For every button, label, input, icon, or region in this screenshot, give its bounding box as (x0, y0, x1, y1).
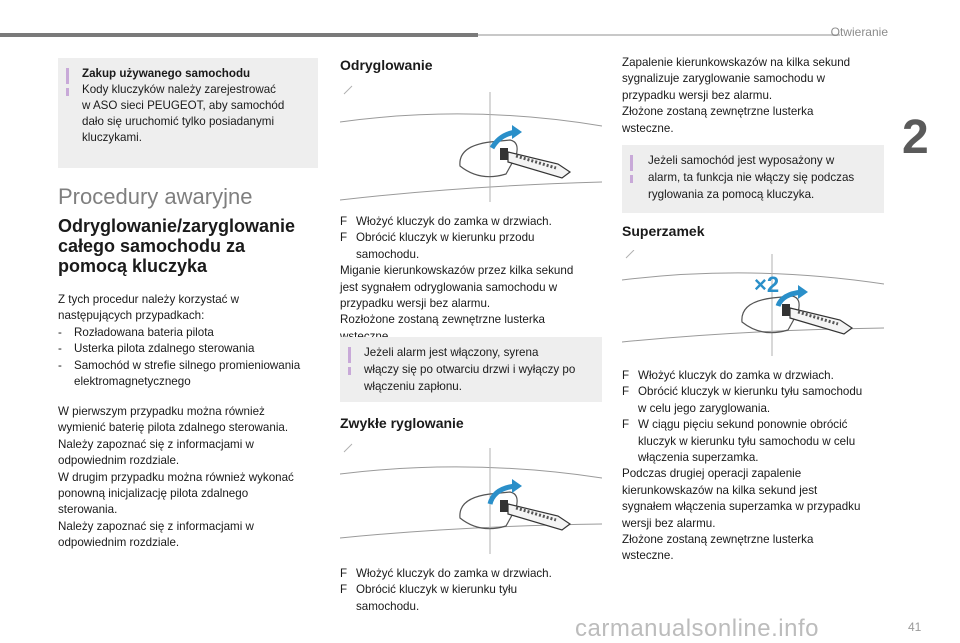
step-item (340, 582, 602, 615)
lock-result-text (622, 55, 884, 137)
step-item (340, 566, 602, 582)
step-item (622, 368, 884, 384)
body-line: Zapalenie kierunkowskazów na kilka sekund (622, 56, 851, 69)
body-line: W pierwszym przypadku można również (58, 405, 265, 418)
heading-line: Odryglowanie/zaryglowanie (58, 216, 296, 236)
step-item (340, 230, 602, 263)
page-number: 41 (908, 620, 922, 634)
intro-line: Z tych procedur należy korzystać w (58, 293, 240, 306)
header-rule-light (478, 34, 840, 36)
section-title: Procedury awaryjne (58, 184, 253, 209)
body-line: wymienić baterię pilota zdalnego sterowania. (58, 421, 289, 435)
step-marker: F (340, 567, 348, 580)
lock-heading: Zwykłe ryglowanie (340, 415, 464, 431)
note-accent-bar (348, 367, 351, 375)
note-line: włączy się po otwarciu drzwi i wyłączy po (364, 363, 576, 376)
step-text: samochodu. (356, 599, 420, 613)
step-item (622, 384, 884, 417)
body-line: Należy zapoznać się z informacjami w (58, 437, 254, 451)
times-two-badge: ×2 (754, 272, 780, 297)
step-text: Obrócić kluczyk w kierunku tyłu samochodu (638, 385, 863, 399)
unlock-heading: Odryglowanie (340, 57, 433, 73)
note-accent-bar (66, 88, 69, 96)
note-alarm-lock (622, 145, 884, 213)
step-marker: F (622, 385, 630, 399)
page-heading (58, 216, 328, 276)
step-marker: F (340, 215, 348, 228)
list-item (58, 358, 328, 391)
body-line: wsteczne. (622, 121, 674, 135)
section-name: Otwieranie (830, 25, 888, 39)
body-line: Podczas drugiej operacji zapalenie (622, 467, 802, 481)
step-text: W ciągu pięciu sekund ponownie obrócić (638, 418, 848, 432)
lock-steps (340, 566, 602, 615)
note-line: dało się uruchomić tylko posiadanymi (82, 115, 275, 128)
step-text: włączenia superzamka. (638, 451, 759, 465)
body-line: sygnałem włączenia superzamka w przypadku (622, 500, 861, 514)
superlock-heading: Superzamek (622, 223, 705, 239)
body-line: odpowiednim rozdziale. (58, 536, 180, 550)
step-item (340, 214, 602, 230)
list-text: Samochód w strefie silnego promieniowania (74, 358, 301, 372)
step-marker: F (340, 583, 348, 597)
body-line: Miganie kierunkowskazów przez kilka sekund (340, 264, 574, 278)
body-line: sterowania. (58, 503, 118, 517)
body-line: kierunkowskazów na kilka sekund jest (622, 483, 818, 497)
list-text: Usterka pilota zdalnego sterowania (74, 342, 255, 356)
step-marker: F (622, 369, 630, 382)
body-line: Rozłożone zostaną zewnętrzne lusterka (340, 313, 545, 327)
list-text: Rozładowana bateria pilota (74, 325, 214, 339)
step-text: Obrócić kluczyk w kierunku przodu (356, 231, 535, 245)
body-line: W drugim przypadku można również wykonać (58, 470, 294, 484)
watermark: carmanualsonline.info (575, 615, 819, 642)
step-text: Obrócić kluczyk w kierunku tyłu (356, 583, 518, 597)
heading-line: całego samochodu za (58, 236, 246, 256)
note-line: włączeniu zapłonu. (364, 380, 462, 393)
note-alarm (340, 337, 602, 402)
note-line: w ASO sieci PEUGEOT, aby samochód (82, 99, 285, 112)
note-line: Jeżeli samochód jest wyposażony w (648, 154, 835, 167)
unlock-steps (340, 214, 602, 345)
list-text: elektromagnetycznego (74, 375, 191, 389)
bullet-marker: - (58, 342, 62, 356)
body-line: przypadku wersji bez alarmu. (622, 88, 773, 102)
step-text: Włożyć kluczyk do zamka w drzwiach. (356, 215, 552, 228)
body-line: przypadku wersji bez alarmu. (340, 297, 491, 311)
note-line: Kody kluczyków należy zarejestrować (82, 83, 276, 96)
step-text: Włożyć kluczyk do zamka w drzwiach. (638, 369, 834, 382)
bullet-marker: - (58, 358, 62, 372)
list-item (58, 325, 328, 341)
note-line: alarm, ta funkcja nie włączy się podczas (648, 171, 855, 184)
note-accent-bar (630, 155, 633, 171)
note-title: Zakup używanego samochodu (82, 67, 251, 80)
superlock-steps (622, 368, 884, 565)
body-line: wersji bez alarmu. (622, 516, 716, 530)
chapter-number: 2 (902, 111, 929, 164)
bullet-marker: - (58, 325, 62, 339)
body-line: Złożone zostaną zewnętrzne lusterka (622, 105, 814, 119)
body-line: Należy zapoznać się z informacjami w (58, 519, 254, 533)
step-marker: F (340, 231, 348, 245)
body-line: ponowną inicjalizację pilota zdalnego (58, 487, 249, 501)
intro-block (58, 292, 328, 390)
note-line: kluczykami. (82, 131, 142, 144)
illustration-unlock (340, 82, 602, 208)
note-line: Jeżeli alarm jest włączony, syrena (364, 346, 539, 359)
list-item (58, 341, 328, 357)
step-text: w celu jego zaryglowania. (638, 401, 771, 415)
body-line: odpowiednim rozdziale. (58, 454, 180, 468)
body-line: wsteczne. (622, 549, 674, 563)
step-item (622, 417, 884, 466)
body-line: sygnalizuje zaryglowanie samochodu w (622, 72, 825, 86)
body-block (58, 404, 328, 552)
illustration-superlock (622, 250, 884, 360)
step-text: kluczyk w kierunku tyłu samochodu w celu (638, 434, 856, 448)
body-line: Złożone zostaną zewnętrzne lusterka (622, 533, 814, 547)
illustration-lock (340, 442, 602, 560)
note-line: ryglowania za pomocą kluczyka. (648, 188, 815, 201)
step-marker: F (622, 418, 630, 432)
note-accent-bar (348, 347, 351, 363)
step-text: samochodu. (356, 247, 420, 261)
note-accent-bar (630, 175, 633, 183)
heading-line: pomocą kluczyka (58, 256, 208, 276)
body-line: jest sygnałem odryglowania samochodu w (340, 280, 558, 294)
header-rule-dark (0, 33, 478, 37)
intro-line: następujących przypadkach: (58, 309, 205, 323)
note-used-car (58, 58, 318, 168)
step-text: Włożyć kluczyk do zamka w drzwiach. (356, 567, 552, 580)
note-accent-bar (66, 68, 69, 84)
